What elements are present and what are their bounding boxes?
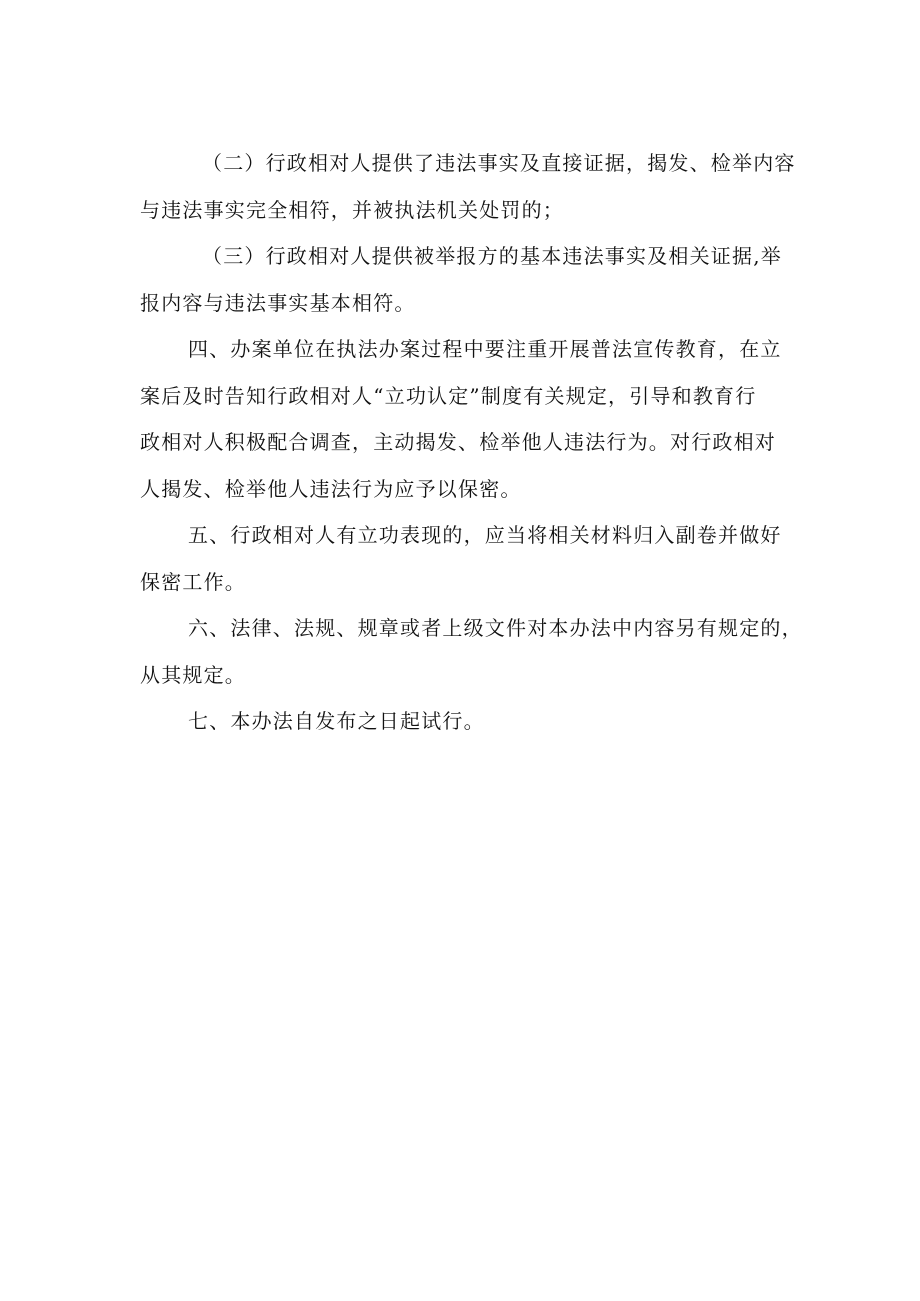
paragraph-line: 从其规定。	[140, 662, 246, 687]
paragraph-line: 保密工作。	[140, 569, 246, 594]
paragraph-6	[140, 605, 803, 698]
paragraph-line: 案后及时告知行政相对人“立功认定”制度有关规定，引导和教育行	[140, 383, 757, 408]
paragraph-line: 五、行政相对人有立功表现的，应当将相关材料归入副卷并做好	[188, 523, 782, 547]
paragraph-line: 报内容与违法事实基本相符。	[140, 290, 416, 315]
paragraph-line: 与违法事实完全相符，并被执法机关处罚的；	[140, 197, 564, 222]
paragraph-line: 四、办案单位在执法办案过程中要注重开展普法宣传教育，在立	[188, 337, 782, 361]
paragraph-line: 政相对人积极配合调查，主动揭发、检举他人违法行为。对行政相对	[140, 430, 776, 454]
paragraph-3	[140, 233, 800, 326]
paragraph-5	[140, 512, 800, 605]
document-body	[140, 140, 803, 745]
paragraph-2	[140, 140, 800, 233]
paragraph-line: 七、本办法自发布之日起试行。	[188, 709, 485, 733]
paragraph-line: （三）行政相对人提供被举报方的基本违法事实及相关证据,举	[202, 244, 782, 268]
paragraph-line: 人揭发、检举他人违法行为应予以保密。	[140, 476, 522, 501]
paragraph-line: 六、法律、法规、规章或者上级文件对本办法中内容另有规定的，	[188, 616, 803, 640]
paragraph-line: （二）行政相对人提供了违法事实及直接证据，揭发、检举内容	[202, 151, 796, 175]
paragraph-4	[140, 326, 800, 512]
paragraph-7	[140, 698, 800, 745]
